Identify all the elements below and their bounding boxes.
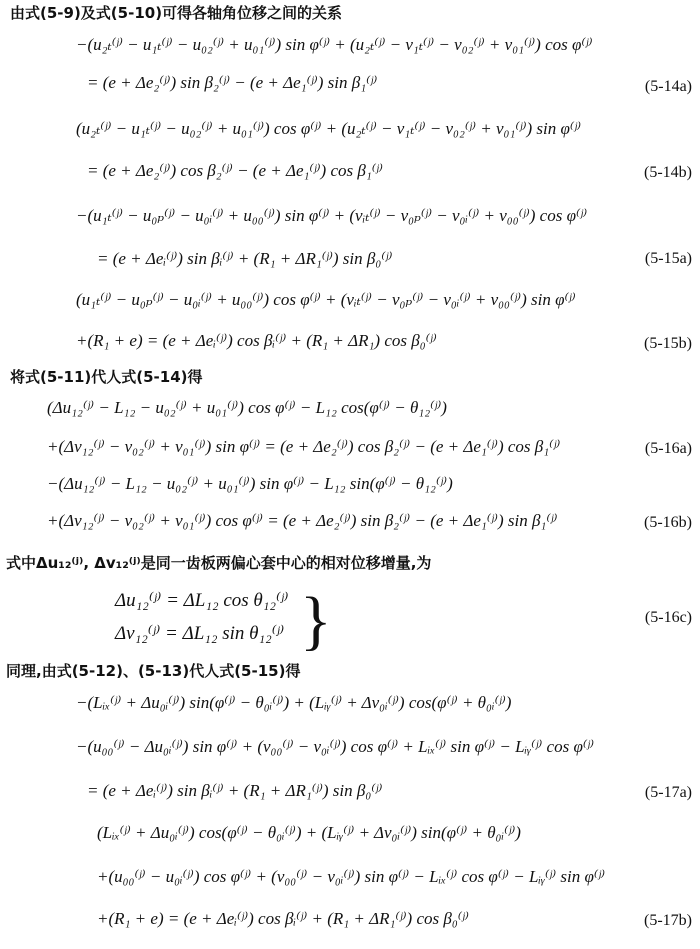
- equation-5-17b-line1: (Lᵢₓ⁽ʲ⁾ + Δu₀ᵢ⁽ʲ⁾) cos(φ⁽ʲ⁾ − θ₀ᵢ⁽ʲ⁾) + (Lᵢᵧ⁽ʲ⁾ + Δv₀ᵢ⁽ʲ⁾) sin(φ⁽ʲ⁾ + θ₀ᵢ⁽ʲ⁾): [97, 823, 521, 842]
- equation-5-16b-line1: −(Δu₁₂⁽ʲ⁾ − L₁₂ − u₀₂⁽ʲ⁾ + u₀₁⁽ʲ⁾) sin φ⁽ʲ⁾ − L₁₂ sin(φ⁽ʲ⁾ − θ₁₂⁽ʲ⁾): [47, 474, 453, 493]
- right-brace: }: [300, 584, 332, 657]
- equation-5-17a-line1: −(Lᵢₓ⁽ʲ⁾ + Δu₀ᵢ⁽ʲ⁾) sin(φ⁽ʲ⁾ − θ₀ᵢ⁽ʲ⁾) + (Lᵢᵧ⁽ʲ⁾ + Δv₀ᵢ⁽ʲ⁾) cos(φ⁽ʲ⁾ + θ₀ᵢ⁽ʲ⁾): [76, 693, 512, 712]
- equation-5-14a-line1: −(u₂ₜ⁽ʲ⁾ − u₁ₜ⁽ʲ⁾ − u₀₂⁽ʲ⁾ + u₀₁⁽ʲ⁾) sin φ⁽ʲ⁾ + (u₂ₜ⁽ʲ⁾ − v₁ₜ⁽ʲ⁾ − v₀₂⁽ʲ⁾ + v₀₁⁽ʲ⁾) cos φ⁽ʲ⁾: [76, 35, 593, 54]
- equation-5-16a-line2: +(Δv₁₂⁽ʲ⁾ − v₀₂⁽ʲ⁾ + v₀₁⁽ʲ⁾) sin φ⁽ʲ⁾ = (e + Δe₂⁽ʲ⁾) cos β₂⁽ʲ⁾ − (e + Δe₁⁽ʲ⁾) cos β₁⁽ʲ⁾: [47, 437, 561, 456]
- equation-5-17b-line2: +(u₀₀⁽ʲ⁾ − u₀ᵢ⁽ʲ⁾) cos φ⁽ʲ⁾ + (v₀₀⁽ʲ⁾ − v₀ᵢ⁽ʲ⁾) sin φ⁽ʲ⁾ − Lᵢₓ⁽ʲ⁾ cos φ⁽ʲ⁾ − Lᵢᵧ⁽ʲ⁾ sin φ⁽ʲ⁾: [97, 867, 606, 886]
- equation-tag-5-15b: (5-15b): [644, 335, 692, 352]
- equation-5-16c-line1: Δu₁₂⁽ʲ⁾ = ΔL₁₂ cos θ₁₂⁽ʲ⁾: [115, 590, 289, 611]
- equation-5-14b-line1: (u₂ₜ⁽ʲ⁾ − u₁ₜ⁽ʲ⁾ − u₀₂⁽ʲ⁾ + u₀₁⁽ʲ⁾) cos φ⁽ʲ⁾ + (u₂ₜ⁽ʲ⁾ − v₁ₜ⁽ʲ⁾ − v₀₂⁽ʲ⁾ + v₀₁⁽ʲ⁾) sin φ⁽ʲ⁾: [76, 119, 582, 138]
- equation-5-16b-line2: +(Δv₁₂⁽ʲ⁾ − v₀₂⁽ʲ⁾ + v₀₁⁽ʲ⁾) cos φ⁽ʲ⁾ = (e + Δe₂⁽ʲ⁾) sin β₂⁽ʲ⁾ − (e + Δe₁⁽ʲ⁾) sin β₁⁽ʲ⁾: [47, 511, 558, 530]
- intro-text-3: 式中Δu₁₂⁽ʲ⁾, Δv₁₂⁽ʲ⁾是同一齿板两偏心套中心的相对位移增量,为: [6, 554, 432, 572]
- equation-5-15a-line2: = (e + Δeᵢ⁽ʲ⁾) sin βᵢ⁽ʲ⁾ + (R₁ + ΔR₁⁽ʲ⁾) sin β₀⁽ʲ⁾: [97, 249, 393, 268]
- equation-tag-5-15a: (5-15a): [644, 250, 692, 267]
- equation-tag-5-14a: (5-14a): [644, 78, 692, 95]
- equation-5-14b-line2: = (e + Δe₂⁽ʲ⁾) cos β₂⁽ʲ⁾ − (e + Δe₁⁽ʲ⁾) cos β₁⁽ʲ⁾: [87, 161, 383, 180]
- intro-text-2: 将式(5-11)代人式(5-14)得: [10, 368, 203, 386]
- equation-tag-5-16a: (5-16a): [644, 440, 692, 457]
- equation-5-14a-line2: = (e + Δe₂⁽ʲ⁾) sin β₂⁽ʲ⁾ − (e + Δe₁⁽ʲ⁾) sin β₁⁽ʲ⁾: [87, 73, 378, 92]
- equation-tag-5-17b: (5-17b): [644, 912, 692, 929]
- equation-tag-5-17a: (5-17a): [644, 784, 692, 801]
- intro-text-4: 同理,由式(5-12)、(5-13)代人式(5-15)得: [6, 662, 301, 680]
- equation-tag-5-16c: (5-16c): [644, 609, 692, 626]
- equation-5-16c-line2: Δv₁₂⁽ʲ⁾ = ΔL₁₂ sin θ₁₂⁽ʲ⁾: [115, 623, 285, 644]
- equation-5-17a-line3: = (e + Δeᵢ⁽ʲ⁾) sin βᵢ⁽ʲ⁾ + (R₁ + ΔR₁⁽ʲ⁾) sin β₀⁽ʲ⁾: [87, 781, 383, 800]
- equation-5-15b-line2: +(R₁ + e) = (e + Δeᵢ⁽ʲ⁾) cos βᵢ⁽ʲ⁾ + (R₁ + ΔR₁) cos β₀⁽ʲ⁾: [76, 331, 437, 350]
- intro-text-1: 由式(5-9)及式(5-10)可得各轴角位移之间的关系: [10, 4, 343, 22]
- equation-5-15a-line1: −(u₁ₜ⁽ʲ⁾ − u₀ₚ⁽ʲ⁾ − u₀ᵢ⁽ʲ⁾ + u₀₀⁽ʲ⁾) sin φ⁽ʲ⁾ + (vᵢₜ⁽ʲ⁾ − v₀ₚ⁽ʲ⁾ − v₀ᵢ⁽ʲ⁾ + v₀₀⁽ʲ⁾) cos φ⁽ʲ⁾: [76, 206, 588, 225]
- equation-tag-5-14b: (5-14b): [644, 164, 692, 181]
- equation-5-17b-line3: +(R₁ + e) = (e + Δeᵢ⁽ʲ⁾) cos βᵢ⁽ʲ⁾ + (R₁ + ΔR₁⁽ʲ⁾) cos β₀⁽ʲ⁾: [97, 909, 469, 928]
- equation-5-15b-line1: (u₁ₜ⁽ʲ⁾ − u₀ₚ⁽ʲ⁾ − u₀ᵢ⁽ʲ⁾ + u₀₀⁽ʲ⁾) cos φ⁽ʲ⁾ + (vᵢₜ⁽ʲ⁾ − v₀ₚ⁽ʲ⁾ − v₀ᵢ⁽ʲ⁾ + v₀₀⁽ʲ⁾) sin φ⁽ʲ⁾: [76, 290, 576, 309]
- equation-tag-5-16b: (5-16b): [644, 514, 692, 531]
- equation-5-16a-line1: (Δu₁₂⁽ʲ⁾ − L₁₂ − u₀₂⁽ʲ⁾ + u₀₁⁽ʲ⁾) cos φ⁽ʲ⁾ − L₁₂ cos(φ⁽ʲ⁾ − θ₁₂⁽ʲ⁾): [47, 398, 447, 417]
- equation-5-17a-line2: −(u₀₀⁽ʲ⁾ − Δu₀ᵢ⁽ʲ⁾) sin φ⁽ʲ⁾ + (v₀₀⁽ʲ⁾ − v₀ᵢ⁽ʲ⁾) cos φ⁽ʲ⁾ + Lᵢₓ⁽ʲ⁾ sin φ⁽ʲ⁾ − Lᵢᵧ⁽ʲ⁾ cos φ⁽ʲ⁾: [76, 737, 595, 756]
